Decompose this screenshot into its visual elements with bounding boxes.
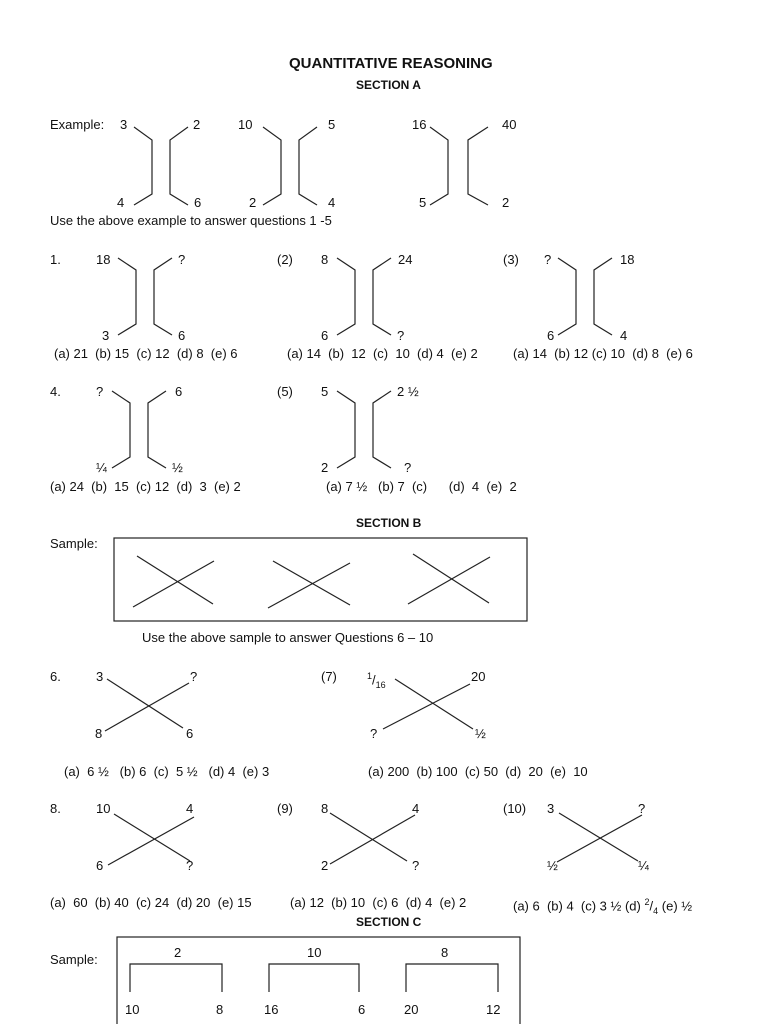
q5-options: (a) 7 ½ (b) 7 (c) (d) 4 (e) 2 [326,479,517,494]
q3-number: (3) [503,252,519,267]
example-label: Example: [50,117,105,132]
q8-br: ? [186,858,194,873]
q10-br: ¼ [638,858,649,873]
example-3-br: 2 [502,195,510,210]
q10-options-text: (a) 6 (b) 4 (c) 3 ½ (d) [513,898,641,914]
q8-options: (a) 60 (b) 40 (c) 24 (d) 20 (e) 15 [50,895,252,910]
bracket-figure-q4 [112,391,166,468]
q8-number: 8. [50,801,61,816]
table-figure-sample-3 [406,964,498,992]
example-2-tl: 10 [238,117,253,132]
q10-tl: 3 [547,801,555,816]
q5-bl: 2 [321,460,329,475]
q4-br: ½ [172,460,183,475]
section-a-heading: SECTION A [356,78,421,92]
cross-figure-q9 [330,813,415,864]
bracket-figure-example-2 [263,127,317,205]
q8-bl: 6 [96,858,104,873]
q5-tl: 5 [321,384,329,399]
q3-options: (a) 14 (b) 12 (c) 10 (d) 8 (e) 6 [513,346,693,361]
example-2-tr: 5 [328,117,336,132]
q10-options-tail: (e) ½ [661,898,693,914]
q10-options: (a) 6 (b) 4 (c) 3 ½ (d) $^2/_4$ (e) ½ [513,897,693,916]
bracket-figure-q1 [118,258,172,335]
example-2-br: 4 [328,195,336,210]
q10-tr: ? [638,801,646,816]
sample-c1-bl: 10 [125,1002,140,1017]
q1-number: 1. [50,252,61,267]
q7-number: (7) [321,669,337,684]
cross-figure-q7 [383,679,473,729]
q3-tr: 18 [620,252,635,267]
q4-tl: ? [96,384,104,399]
sample-c3-br: 12 [486,1002,501,1017]
sample-c3-bl: 20 [404,1002,419,1017]
document-title: QUANTITATIVE REASONING [289,55,493,72]
cross-figure-sample-2 [268,561,350,608]
q1-br: 6 [178,328,186,343]
example-1-tr: 2 [193,117,201,132]
q7-tl-numerator: 1 [367,671,373,681]
q5-tr: 2 ½ [397,384,419,399]
q4-bl: ¼ [96,460,107,475]
cross-figure-sample-1 [133,556,214,607]
example-3-bl: 5 [419,195,427,210]
q1-bl: 3 [102,328,110,343]
q9-tr: 4 [412,801,420,816]
q7-br: ½ [475,726,486,741]
q1-tl: 18 [96,252,111,267]
section-a-instruction: Use the above example to answer questions 1 -5 [50,213,332,228]
q3-bl: 6 [547,328,555,343]
q9-br: ? [412,858,420,873]
q10-option-d-denominator: 4 [653,905,659,916]
q8-tr: 4 [186,801,194,816]
q6-bl: 8 [95,726,103,741]
q1-tr: ? [178,252,186,267]
bracket-figure-q3 [558,258,612,335]
example-1-tl: 3 [120,117,128,132]
q9-tl: 8 [321,801,329,816]
q2-bl: 6 [321,328,329,343]
q5-number: (5) [277,384,293,399]
example-1-bl: 4 [117,195,125,210]
q9-options: (a) 12 (b) 10 (c) 6 (d) 4 (e) 2 [290,895,467,910]
q2-br: ? [397,328,405,343]
section-c-sample-label: Sample: [50,952,98,967]
q5-br: ? [404,460,412,475]
q7-tl: $^1/_{16}$ [367,671,386,690]
section-b-sample-label: Sample: [50,536,98,551]
q7-tr: 20 [471,669,486,684]
q2-tr: 24 [398,252,413,267]
q4-number: 4. [50,384,61,399]
sample-c1-top: 2 [174,945,182,960]
q6-number: 6. [50,669,61,684]
q2-tl: 8 [321,252,329,267]
q10-number: (10) [503,801,527,816]
cross-figure-q10 [557,813,642,862]
q1-options: (a) 21 (b) 15 (c) 12 (d) 8 (e) 6 [54,346,238,361]
q2-options: (a) 14 (b) 12 (c) 10 (d) 4 (e) 2 [287,346,478,361]
q6-tl: 3 [96,669,104,684]
cross-figure-q8 [108,814,194,865]
sample-c1-br: 8 [216,1002,224,1017]
q9-bl: 2 [321,858,329,873]
section-c-heading: SECTION C [356,915,422,929]
bracket-figure-q2 [337,258,391,335]
sample-c2-bl: 16 [264,1002,279,1017]
q9-number: (9) [277,801,293,816]
example-3-tl: 16 [412,117,427,132]
bracket-figure-q5 [337,391,391,468]
sample-c3-top: 8 [441,945,449,960]
q7-bl: ? [370,726,378,741]
q3-br: 4 [620,328,628,343]
q10-option-d-numerator: 2 [644,897,650,907]
q6-br: 6 [186,726,194,741]
section-b-heading: SECTION B [356,516,422,530]
sample-c2-top: 10 [307,945,322,960]
q7-tl-denominator: 16 [375,679,386,690]
bracket-figure-example-3 [430,127,488,205]
table-figure-sample-2 [269,964,359,992]
q6-tr: ? [190,669,198,684]
example-1-br: 6 [194,195,202,210]
example-2-bl: 2 [249,195,257,210]
q3-tl: ? [544,252,552,267]
cross-figure-sample-3 [408,554,490,604]
table-figure-sample-1 [130,964,222,992]
q4-tr: 6 [175,384,183,399]
q10-bl: ½ [547,858,558,873]
section-b-instruction: Use the above sample to answer Questions 6 – 10 [142,630,434,645]
bracket-figure-example-1 [134,127,188,205]
q8-tl: 10 [96,801,111,816]
cross-figure-q6 [105,679,189,731]
sample-c2-br: 6 [358,1002,366,1017]
q4-options: (a) 24 (b) 15 (c) 12 (d) 3 (e) 2 [50,479,241,494]
q6-options: (a) 6 ½ (b) 6 (c) 5 ½ (d) 4 (e) 3 [64,764,270,779]
q2-number: (2) [277,252,293,267]
q7-options: (a) 200 (b) 100 (c) 50 (d) 20 (e) 10 [368,764,588,779]
example-3-tr: 40 [502,117,517,132]
